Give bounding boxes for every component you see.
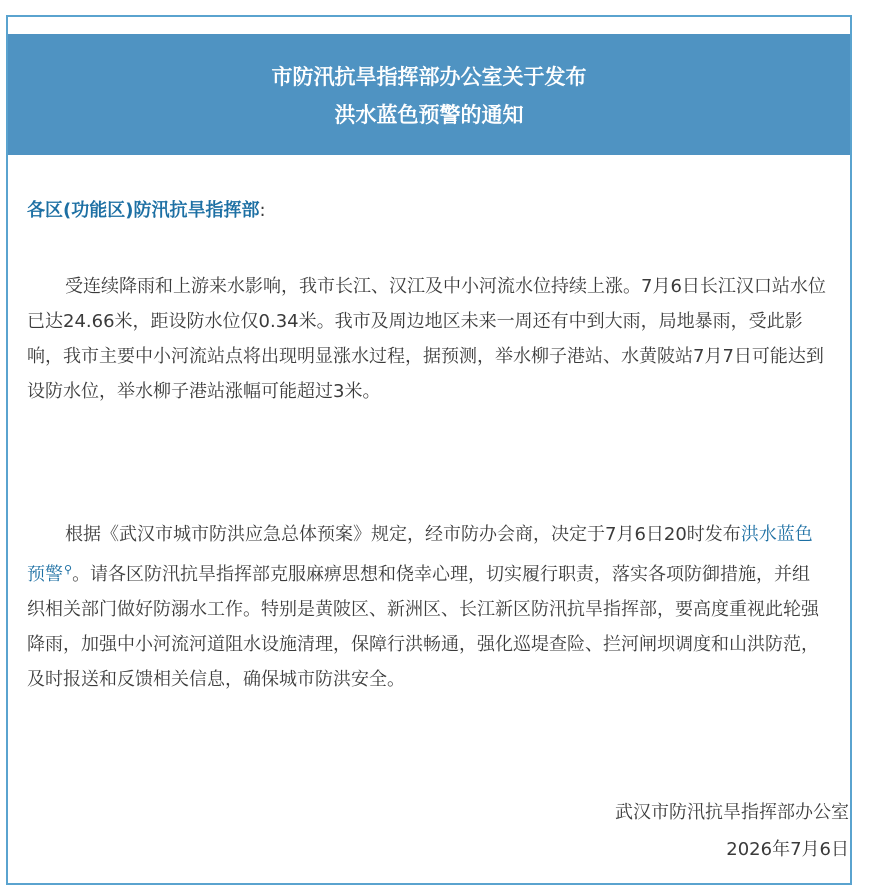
paragraph-situation: 受连续降雨和上游来水影响，我市长江、汉江及中小河流水位持续上涨。7月6日长江汉口站水位已达24.66米，距设防水位仅0.34米。我市及周边地区未来一周还有中到大雨，局地暴雨，受此影响，我市主要中小河流站点将出现明显涨水过程，据预测，举水柳子港站、水黄陂站7月7日可能达到设防水位，举水柳子港站涨幅可能超过3米。 — [27, 276, 826, 402]
warning-link[interactable]: 洪水蓝色预警 — [27, 524, 813, 585]
salutation-colon: : — [259, 200, 266, 221]
signature-org: 武汉市防汛抗旱指挥部办公室 — [615, 802, 849, 823]
paragraph-decision-intro: 根据《武汉市城市防洪应急总体预案》规定，经市防办会商，决定于7月6日20时发布 — [65, 524, 741, 545]
title-line-2: 洪水蓝色预警的通知 — [334, 103, 524, 127]
signature-date: 2026年7月6日 — [726, 839, 849, 860]
salutation — [27, 196, 266, 222]
paragraph-decision-body: 。请各区防汛抗旱指挥部克服麻痹思想和侥幸心理，切实履行职责，落实各项防御措施，并组织相关部门做好防溺水工作。特别是黄陂区、新洲区、长江新区防汛抗旱指挥部，要高度重视此轮强降雨，加强中小河流河道阻水设施清理，保障行洪畅通，强化巡堤查险、拦河闸坝调度和山洪防范，及时报送和反馈相关信息，确保城市防洪安全。 — [27, 564, 819, 690]
title-banner — [8, 34, 850, 155]
paragraph-decision — [27, 517, 827, 697]
salutation-name: 各区(功能区)防汛抗旱指挥部 — [27, 200, 260, 221]
title-line-1: 市防汛抗旱指挥部办公室关于发布 — [271, 65, 587, 89]
notice-frame — [6, 15, 852, 885]
search-icon[interactable]: ⚲ — [64, 563, 73, 576]
